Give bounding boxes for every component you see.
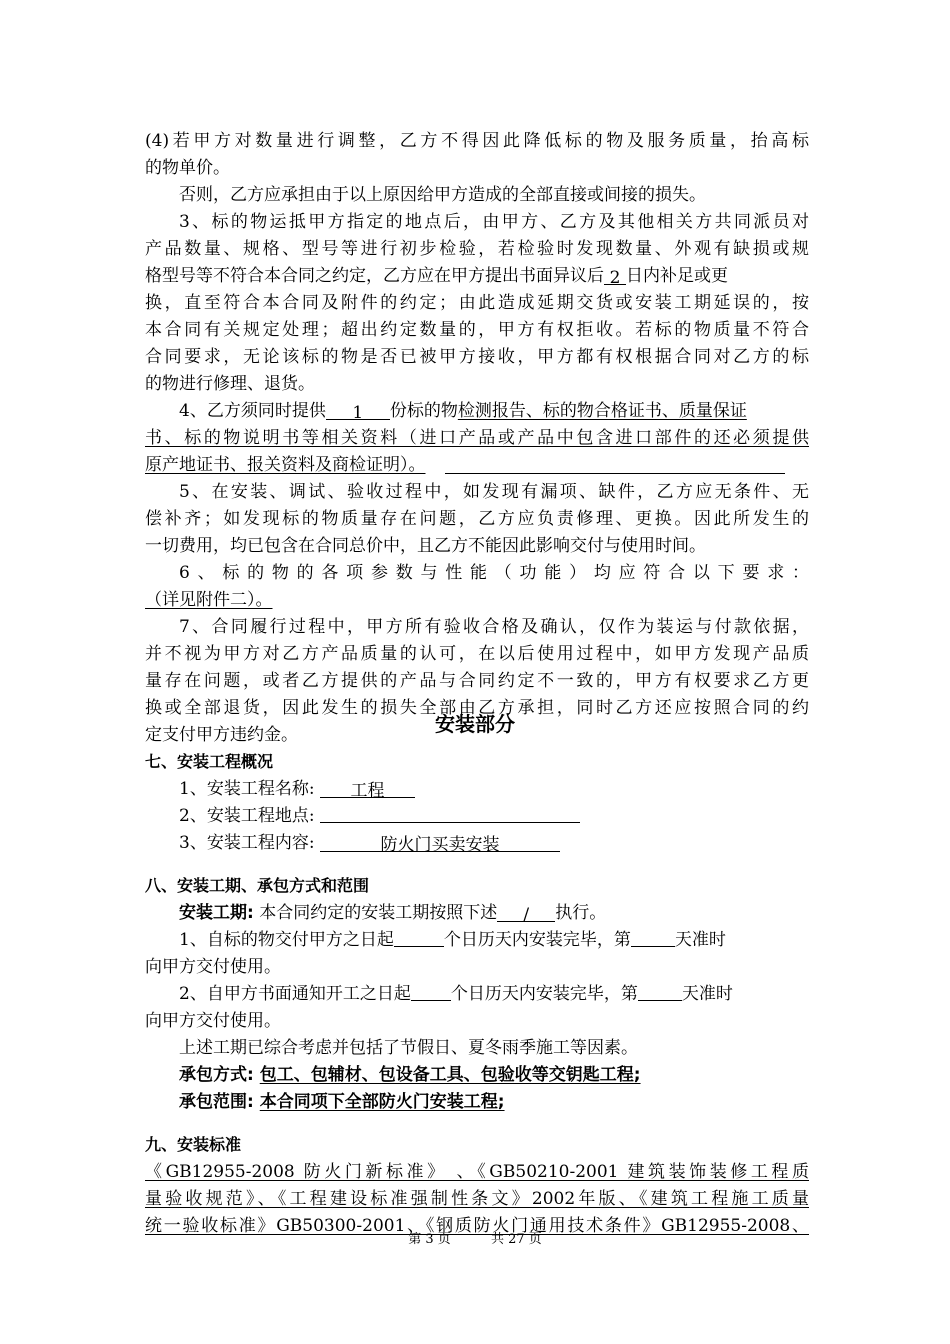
days-blank bbox=[411, 980, 451, 1001]
paragraph-line: 本合同有关规定处理；超出约定数量的，甲方有权拒收。若标的物质量不符合 bbox=[145, 320, 809, 340]
contract-mode-row: 承包方式: 包工、包辅材、包设备工具、包验收等交钥匙工程; bbox=[179, 1065, 641, 1085]
days-blank bbox=[394, 926, 444, 947]
section-title: 安装部分 bbox=[435, 712, 515, 736]
paragraph-line: 2、自甲方书面通知开工之日起 个日历天内安装完毕，第 天准时 bbox=[179, 980, 733, 1008]
paragraph-line: 书、标的物说明书等相关资料（进口产品或产品中包含进口部件的还必须提供 bbox=[145, 428, 809, 448]
paragraph-line: 4、乙方须同时提供 1 份标的物检测报告、标的物合格证书、质量保证 bbox=[179, 401, 747, 423]
paragraph-line: 否则，乙方应承担由于以上原因给甲方造成的全部直接或间接的损失。 bbox=[179, 185, 706, 205]
paragraph-line: 偿补齐；如发现标的物质量存在问题，乙方应负责修理、更换。因此所发生的 bbox=[145, 509, 809, 529]
project-name-blank: 工程 bbox=[320, 777, 415, 798]
paragraph-line: 向甲方交付使用。 bbox=[145, 1011, 281, 1031]
fill-in-underline bbox=[445, 473, 785, 474]
paragraph-line: 的物单价。 bbox=[145, 158, 230, 178]
period-blank: / bbox=[497, 901, 555, 922]
paragraph-line: 统一验收标准》GB50300-2001、《钢质防火门通用技术条件》GB12955-2008、 bbox=[145, 1216, 809, 1236]
paragraph-line: 产品数量、规格、型号等进行初步检验，若检验时发现数量、外观有缺损或规 bbox=[145, 239, 809, 259]
page-footer bbox=[0, 1228, 950, 1247]
paragraph-line: 定支付甲方违约金。 bbox=[145, 725, 298, 745]
day-number-blank bbox=[638, 980, 682, 1001]
paragraph-line: 并不视为甲方对乙方产品质量的认可，在以后使用过程中，如甲方发现产品质 bbox=[145, 644, 809, 664]
form-field-row: 1、安装工程名称: 工程 bbox=[179, 775, 415, 803]
paragraph-line: (4)若甲方对数量进行调整，乙方不得因此降低标的物及服务质量，抬高标 bbox=[145, 131, 809, 151]
project-content-blank: 防火门买卖安装 bbox=[320, 831, 560, 852]
paragraph-line: 量存在问题，或者乙方提供的产品与合同约定不一致的，甲方有权要求乙方更 bbox=[145, 671, 809, 691]
section-heading: 九、安装标准 bbox=[145, 1135, 242, 1154]
paragraph-line: 原产地证书、报关资料及商检证明）。 bbox=[145, 455, 426, 475]
page-total: 共 27 页 bbox=[490, 1232, 542, 1247]
paragraph-line: 安装工期: 本合同约定的安装工期按照下述 / 执行。 bbox=[179, 903, 607, 925]
form-field-row: 2、安装工程地点: bbox=[179, 802, 580, 830]
section-heading: 七、安装工程概况 bbox=[145, 752, 274, 771]
paragraph-line: 量验收规范》、《工程建设标准强制性条文》2002年版、《建筑工程施工质量 bbox=[145, 1189, 809, 1209]
page-number: 第 3 页 bbox=[408, 1232, 451, 1247]
paragraph-line: 合同要求，无论该标的物是否已被甲方接收，甲方都有权根据合同对乙方的标 bbox=[145, 347, 809, 367]
paragraph-line: 一切费用，均已包含在合同总价中，且乙方不能因此影响交付与使用时间。 bbox=[145, 536, 706, 556]
paragraph-line: 的物进行修理、退货。 bbox=[145, 374, 315, 394]
paragraph-line: 换，直至符合本合同及附件的约定；由此造成延期交货或安装工期延误的，按 bbox=[145, 293, 809, 313]
contract-scope-row: 承包范围: 本合同项下全部防火门安装工程; bbox=[179, 1092, 505, 1112]
project-location-blank bbox=[320, 802, 580, 823]
paragraph-line: 3、标的物运抵甲方指定的地点后，由甲方、乙方及其他相关方共同派员对 bbox=[179, 212, 809, 232]
paragraph-line: 《GB12955-2008 防火门新标准》 、《GB50210-2001 建筑装饰装修工程质 bbox=[145, 1162, 809, 1182]
paragraph-line: 5、在安装、调试、验收过程中，如发现有漏项、缺件，乙方应无条件、无 bbox=[179, 482, 809, 502]
form-field-row: 3、安装工程内容: 防火门买卖安装 bbox=[179, 829, 560, 857]
paragraph-line: 向甲方交付使用。 bbox=[145, 957, 281, 977]
paragraph-line: 格型号等不符合本合同之约定，乙方应在甲方提出书面异议后 2 日内补足或更 bbox=[145, 266, 728, 288]
copies-blank: 1 bbox=[326, 399, 390, 420]
days-blank: 2 bbox=[604, 264, 626, 285]
paragraph-line: 6、标的物的各项参数与性能（功能）均应符合以下要求： bbox=[179, 563, 809, 583]
paragraph-line: （详见附件二）。 bbox=[145, 590, 273, 610]
paragraph-line: 换或全部退货，因此发生的损失全部由乙方承担，同时乙方还应按照合同的约 bbox=[145, 698, 809, 718]
paragraph-line: 7、合同履行过程中，甲方所有验收合格及确认，仅作为装运与付款依据， bbox=[179, 617, 809, 637]
paragraph-line: 上述工期已综合考虑并包括了节假日、夏冬雨季施工等因素。 bbox=[179, 1038, 638, 1058]
day-number-blank bbox=[631, 926, 675, 947]
paragraph-line: 1、自标的物交付甲方之日起 个日历天内安装完毕，第 天准时 bbox=[179, 926, 726, 954]
section-heading: 八、安装工期、承包方式和范围 bbox=[145, 876, 370, 895]
